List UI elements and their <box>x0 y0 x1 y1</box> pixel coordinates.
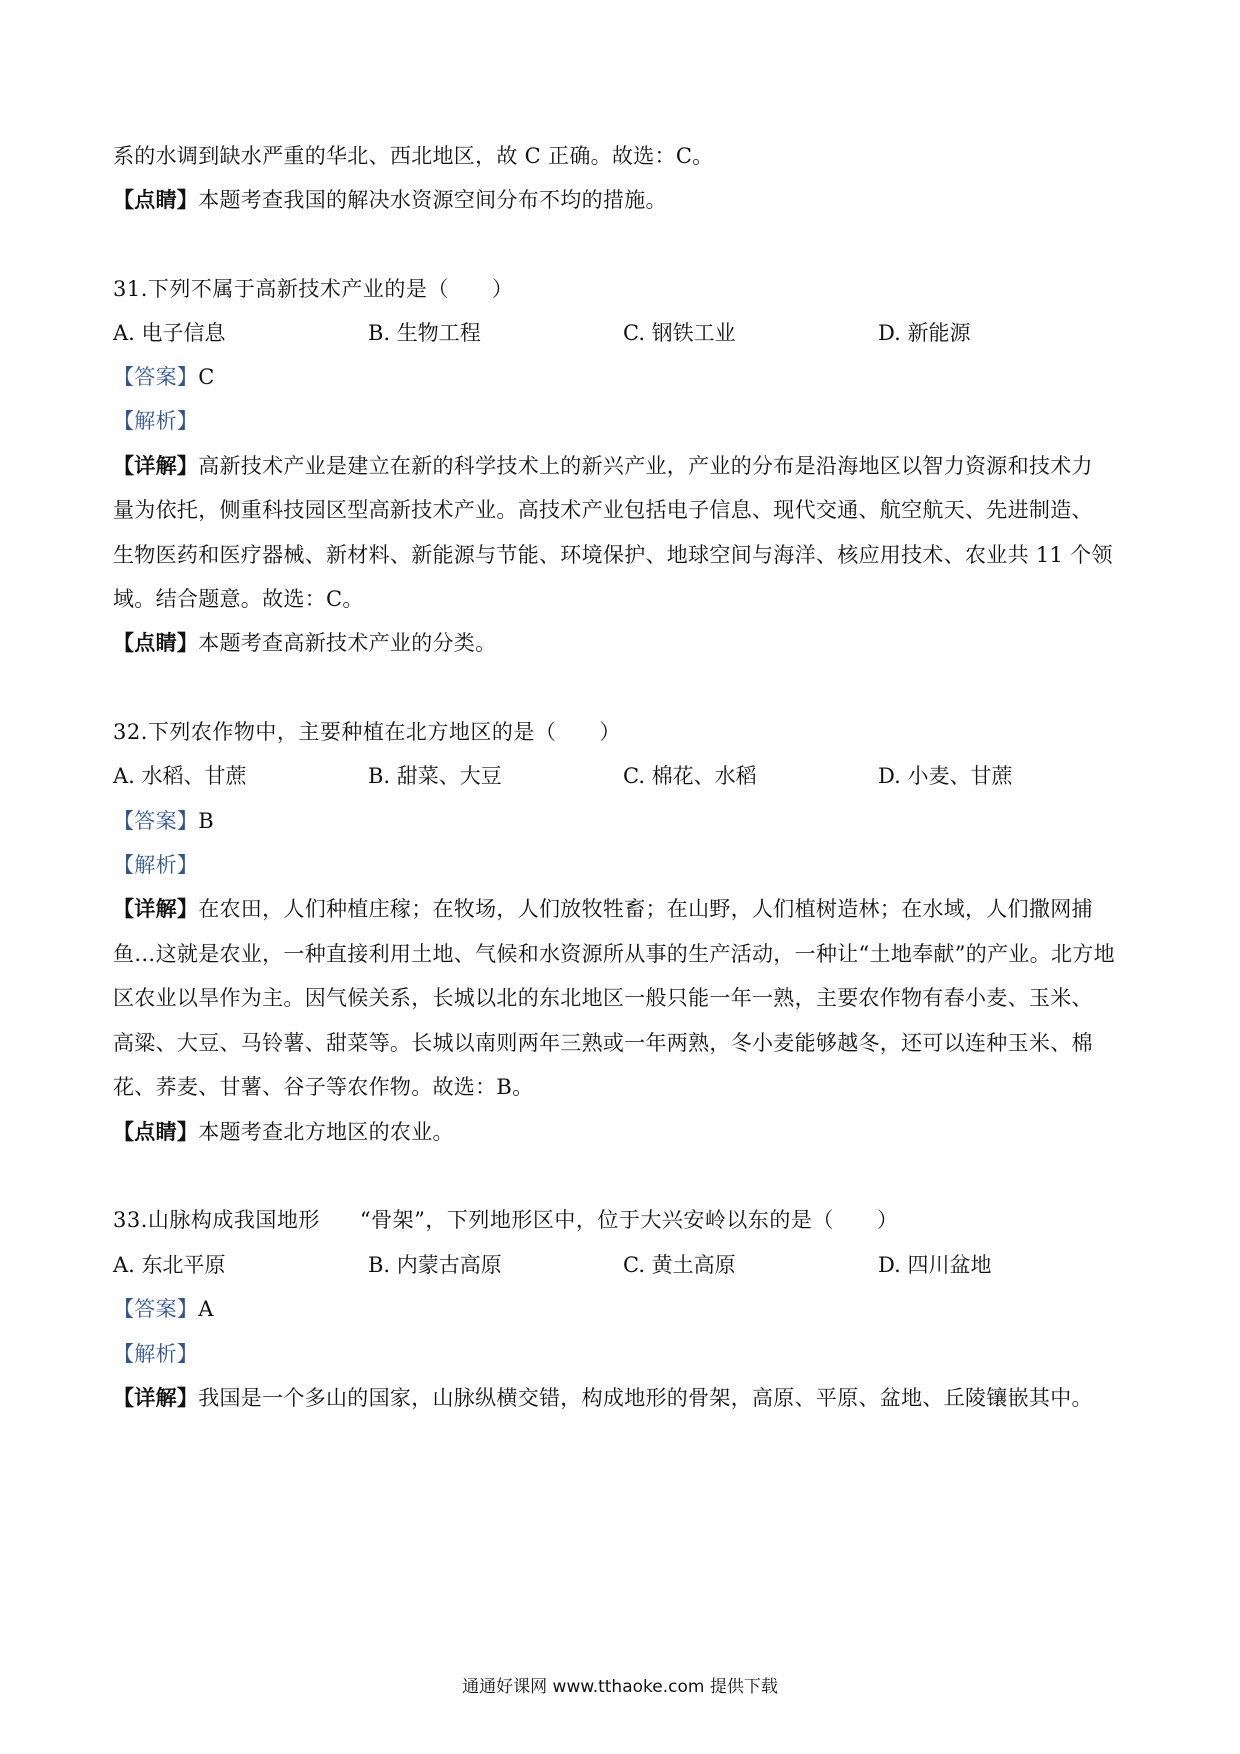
answer-tag: 【答案】 <box>113 1297 199 1321</box>
jiexi-tag: 【解析】 <box>113 1342 199 1366</box>
question-32-detail-line-4: 高粱、大豆、马铃薯、甜菜等。长城以南则两年三熟或一年两熟，冬小麦能够越冬，还可以连种玉米、棉 <box>113 1031 1093 1055</box>
dianjing-tag: 【点睛】 <box>113 630 199 655</box>
question-31-detail-line-1 <box>113 451 1133 481</box>
question-31-detail-line-3: 生物医药和医疗器械、新材料、新能源与节能、环境保护、地球空间与海洋、核应用技术、农业共 11 个领 <box>113 543 1113 567</box>
intro-dianjing <box>113 185 1133 215</box>
question-31-answer <box>113 362 1133 392</box>
option-b: B. 甜菜、大豆 <box>368 764 502 788</box>
option-d: D. 小麦、甘蔗 <box>878 764 1013 788</box>
question-32-detail-line-1 <box>113 894 1133 924</box>
option-a: A. 东北平原 <box>113 1253 226 1277</box>
question-32-dianjing <box>113 1117 1133 1147</box>
option-c: C. 棉花、水稻 <box>623 764 757 788</box>
answer-value: B <box>198 809 214 833</box>
detail-tag: 【详解】 <box>113 1385 199 1410</box>
question-32-options <box>113 761 1133 791</box>
dianjing-tag: 【点睛】 <box>113 187 199 212</box>
dianjing-text: 本题考查高新技术产业的分类。 <box>198 631 497 655</box>
detail-tag: 【详解】 <box>113 453 199 478</box>
page-footer: 通通好课网 www.tthaoke.com 提供下载 <box>462 1677 778 1697</box>
question-32-detail-line-5: 花、荞麦、甘薯、谷子等农作物。故选：B。 <box>113 1075 534 1099</box>
answer-value: A <box>198 1297 214 1321</box>
answer-tag: 【答案】 <box>113 365 199 389</box>
option-b: B. 生物工程 <box>368 321 481 345</box>
question-32-title: 32.下列农作物中，主要种植在北方地区的是（ ） <box>113 720 621 744</box>
question-33-jiexi <box>113 1339 1133 1369</box>
intro-line: 系的水调到缺水严重的华北、西北地区，故 C 正确。故选：C。 <box>113 144 714 168</box>
question-31-dianjing <box>113 628 1133 658</box>
dianjing-text: 本题考查北方地区的农业。 <box>198 1120 454 1144</box>
jiexi-tag: 【解析】 <box>113 409 199 433</box>
option-b: B. 内蒙古高原 <box>368 1253 502 1277</box>
question-31-detail-line-2: 量为依托，侧重科技园区型高新技术产业。高技术产业包括电子信息、现代交通、航空航天、先进制造、 <box>113 498 1093 522</box>
question-31-options <box>113 318 1133 348</box>
title-part-1: 33.山脉构成我国地形 <box>113 1208 320 1232</box>
option-c: C. 黄土高原 <box>623 1253 736 1277</box>
dianjing-text: 本题考查我国的解决水资源空间分布不均的措施。 <box>198 188 667 212</box>
answer-tag: 【答案】 <box>113 809 199 833</box>
option-d: D. 新能源 <box>878 321 971 345</box>
question-31-detail-line-4: 域。结合题意。故选：C。 <box>113 587 364 611</box>
answer-value: C <box>198 365 215 389</box>
question-32-jiexi <box>113 850 1133 880</box>
question-32-answer <box>113 806 1133 836</box>
option-d: D. 四川盆地 <box>878 1253 992 1277</box>
dianjing-tag: 【点睛】 <box>113 1119 199 1144</box>
detail-tag: 【详解】 <box>113 896 199 921</box>
detail-text: 高新技术产业是建立在新的科学技术上的新兴产业，产业的分布是沿海地区以智力资源和技术力 <box>198 454 1093 478</box>
detail-text: 我国是一个多山的国家，山脉纵横交错，构成地形的骨架，高原、平原、盆地、丘陵镶嵌其中。 <box>198 1386 1093 1410</box>
option-a: A. 水稻、甘蔗 <box>113 764 247 788</box>
question-33-options <box>113 1250 1133 1280</box>
question-33-answer <box>113 1294 1133 1324</box>
option-a: A. 电子信息 <box>113 321 226 345</box>
question-31-jiexi <box>113 406 1133 436</box>
jiexi-tag: 【解析】 <box>113 853 199 877</box>
question-33-detail-line-1 <box>113 1383 1133 1413</box>
question-33-title <box>113 1205 1133 1235</box>
detail-text: 在农田，人们种植庄稼；在牧场，人们放牧牲畜；在山野，人们植树造林；在水域，人们撒网捕 <box>198 897 1093 921</box>
title-part-2: “骨架”，下列地形区中，位于大兴安岭以东的是（ ） <box>359 1208 899 1232</box>
option-c: C. 钢铁工业 <box>623 321 736 345</box>
question-32-detail-line-3: 区农业以旱作为主。因气候关系，长城以北的东北地区一般只能一年一熟，主要农作物有春小麦、玉米、 <box>113 986 1093 1010</box>
question-32-detail-line-2: 鱼…这就是农业，一种直接利用土地、气候和水资源所从事的生产活动，一种让“土地奉献”的产业。北方地 <box>113 942 1115 966</box>
question-31-title: 31.下列不属于高新技术产业的是（ ） <box>113 277 514 301</box>
